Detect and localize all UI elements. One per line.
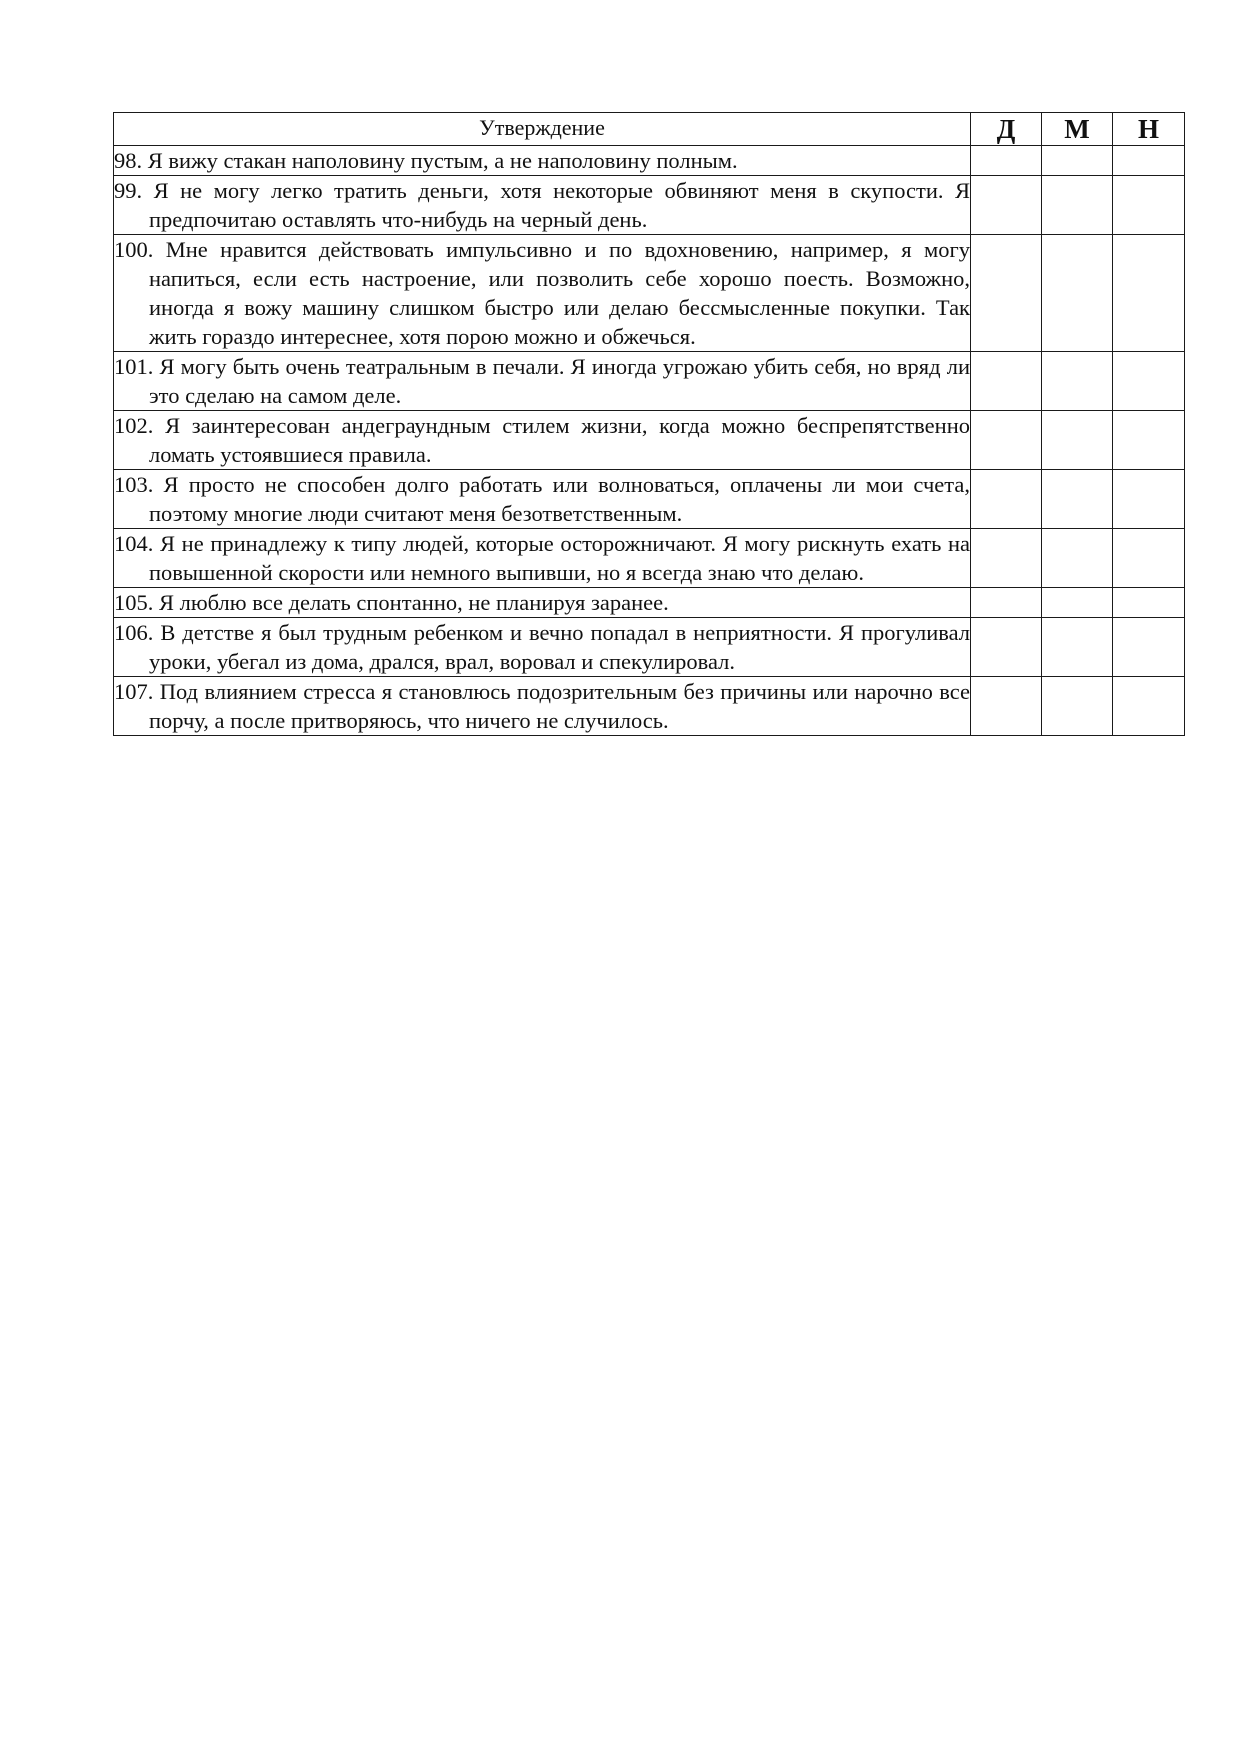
statement-text: 98. Я вижу стакан наполовину пустым, а не наполовину полным.	[114, 148, 738, 173]
answer-cell-n[interactable]	[1113, 470, 1185, 529]
questionnaire-page	[113, 112, 1184, 736]
answer-cell-d[interactable]	[971, 146, 1042, 176]
statement-cell	[114, 146, 971, 176]
statement-text: 107. Под влиянием стресса я становлюсь подозрительным без причины или нарочно все порчу, а после притворяюсь, что ничего не случилось.	[114, 679, 970, 733]
statement-text: 105. Я люблю все делать спонтанно, не планируя заранее.	[114, 590, 669, 615]
answer-cell-d[interactable]	[971, 235, 1042, 352]
statement-text: 99. Я не могу легко тратить деньги, хотя некоторые обвиняют меня в скупости. Я предпочитаю оставлять что-нибудь на черный день.	[114, 178, 970, 232]
table-row	[114, 677, 1185, 736]
answer-cell-n[interactable]	[1113, 411, 1185, 470]
answer-cell-m[interactable]	[1042, 470, 1113, 529]
answer-cell-m[interactable]	[1042, 176, 1113, 235]
answer-column-header-m: М	[1042, 113, 1113, 146]
statement-cell	[114, 176, 971, 235]
table-row	[114, 618, 1185, 677]
answer-cell-d[interactable]	[971, 529, 1042, 588]
statement-cell	[114, 677, 971, 736]
questionnaire-table	[113, 112, 1185, 736]
answer-cell-m[interactable]	[1042, 529, 1113, 588]
statement-cell	[114, 470, 971, 529]
answer-cell-d[interactable]	[971, 176, 1042, 235]
answer-cell-m[interactable]	[1042, 618, 1113, 677]
statement-cell	[114, 588, 971, 618]
table-row	[114, 588, 1185, 618]
statement-text: 100. Мне нравится действовать импульсивно и по вдохновению, например, я могу напиться, если есть настроение, или позволить себе хорошо поесть. Возможно, иногда я вожу машину слишком быстро или делаю бессмысленные покупки. Так жить гораздо интереснее, хотя порою можно и обжечься.	[114, 237, 970, 349]
answer-cell-n[interactable]	[1113, 176, 1185, 235]
answer-cell-m[interactable]	[1042, 235, 1113, 352]
answer-cell-n[interactable]	[1113, 588, 1185, 618]
table-row	[114, 411, 1185, 470]
statement-column-header: Утверждение	[114, 113, 971, 146]
answer-cell-m[interactable]	[1042, 352, 1113, 411]
answer-cell-m[interactable]	[1042, 146, 1113, 176]
statement-cell	[114, 529, 971, 588]
statement-text: 103. Я просто не способен долго работать или волноваться, оплачены ли мои счета, поэтому многие люди считают меня безответственным.	[114, 472, 970, 526]
answer-cell-n[interactable]	[1113, 352, 1185, 411]
statement-text: 106. В детстве я был трудным ребенком и вечно попадал в неприятности. Я прогуливал уроки, убегал из дома, дрался, врал, воровал и спекулировал.	[114, 620, 970, 674]
answer-cell-n[interactable]	[1113, 235, 1185, 352]
statement-text: 102. Я заинтересован андеграундным стилем жизни, когда можно беспрепятственно ломать устоявшиеся правила.	[114, 413, 970, 467]
table-row	[114, 529, 1185, 588]
answer-cell-d[interactable]	[971, 352, 1042, 411]
answer-cell-d[interactable]	[971, 677, 1042, 736]
answer-cell-d[interactable]	[971, 411, 1042, 470]
statement-cell	[114, 235, 971, 352]
table-row	[114, 146, 1185, 176]
statement-cell	[114, 352, 971, 411]
answer-cell-n[interactable]	[1113, 529, 1185, 588]
table-row	[114, 176, 1185, 235]
table-header-row	[114, 113, 1185, 146]
answer-cell-d[interactable]	[971, 470, 1042, 529]
answer-column-header-d: Д	[971, 113, 1042, 146]
statement-cell	[114, 618, 971, 677]
statement-text: 101. Я могу быть очень театральным в печали. Я иногда угрожаю убить себя, но вряд ли это сделаю на самом деле.	[114, 354, 970, 408]
answer-cell-m[interactable]	[1042, 677, 1113, 736]
answer-cell-d[interactable]	[971, 588, 1042, 618]
answer-cell-n[interactable]	[1113, 146, 1185, 176]
statement-text: 104. Я не принадлежу к типу людей, которые осторожничают. Я могу рискнуть ехать на повышенной скорости или немного выпивши, но я всегда знаю что делаю.	[114, 531, 970, 585]
table-row	[114, 470, 1185, 529]
table-row	[114, 235, 1185, 352]
answer-cell-n[interactable]	[1113, 677, 1185, 736]
answer-cell-m[interactable]	[1042, 411, 1113, 470]
answer-cell-m[interactable]	[1042, 588, 1113, 618]
table-row	[114, 352, 1185, 411]
statement-cell	[114, 411, 971, 470]
answer-cell-n[interactable]	[1113, 618, 1185, 677]
answer-column-header-n: Н	[1113, 113, 1185, 146]
answer-cell-d[interactable]	[971, 618, 1042, 677]
